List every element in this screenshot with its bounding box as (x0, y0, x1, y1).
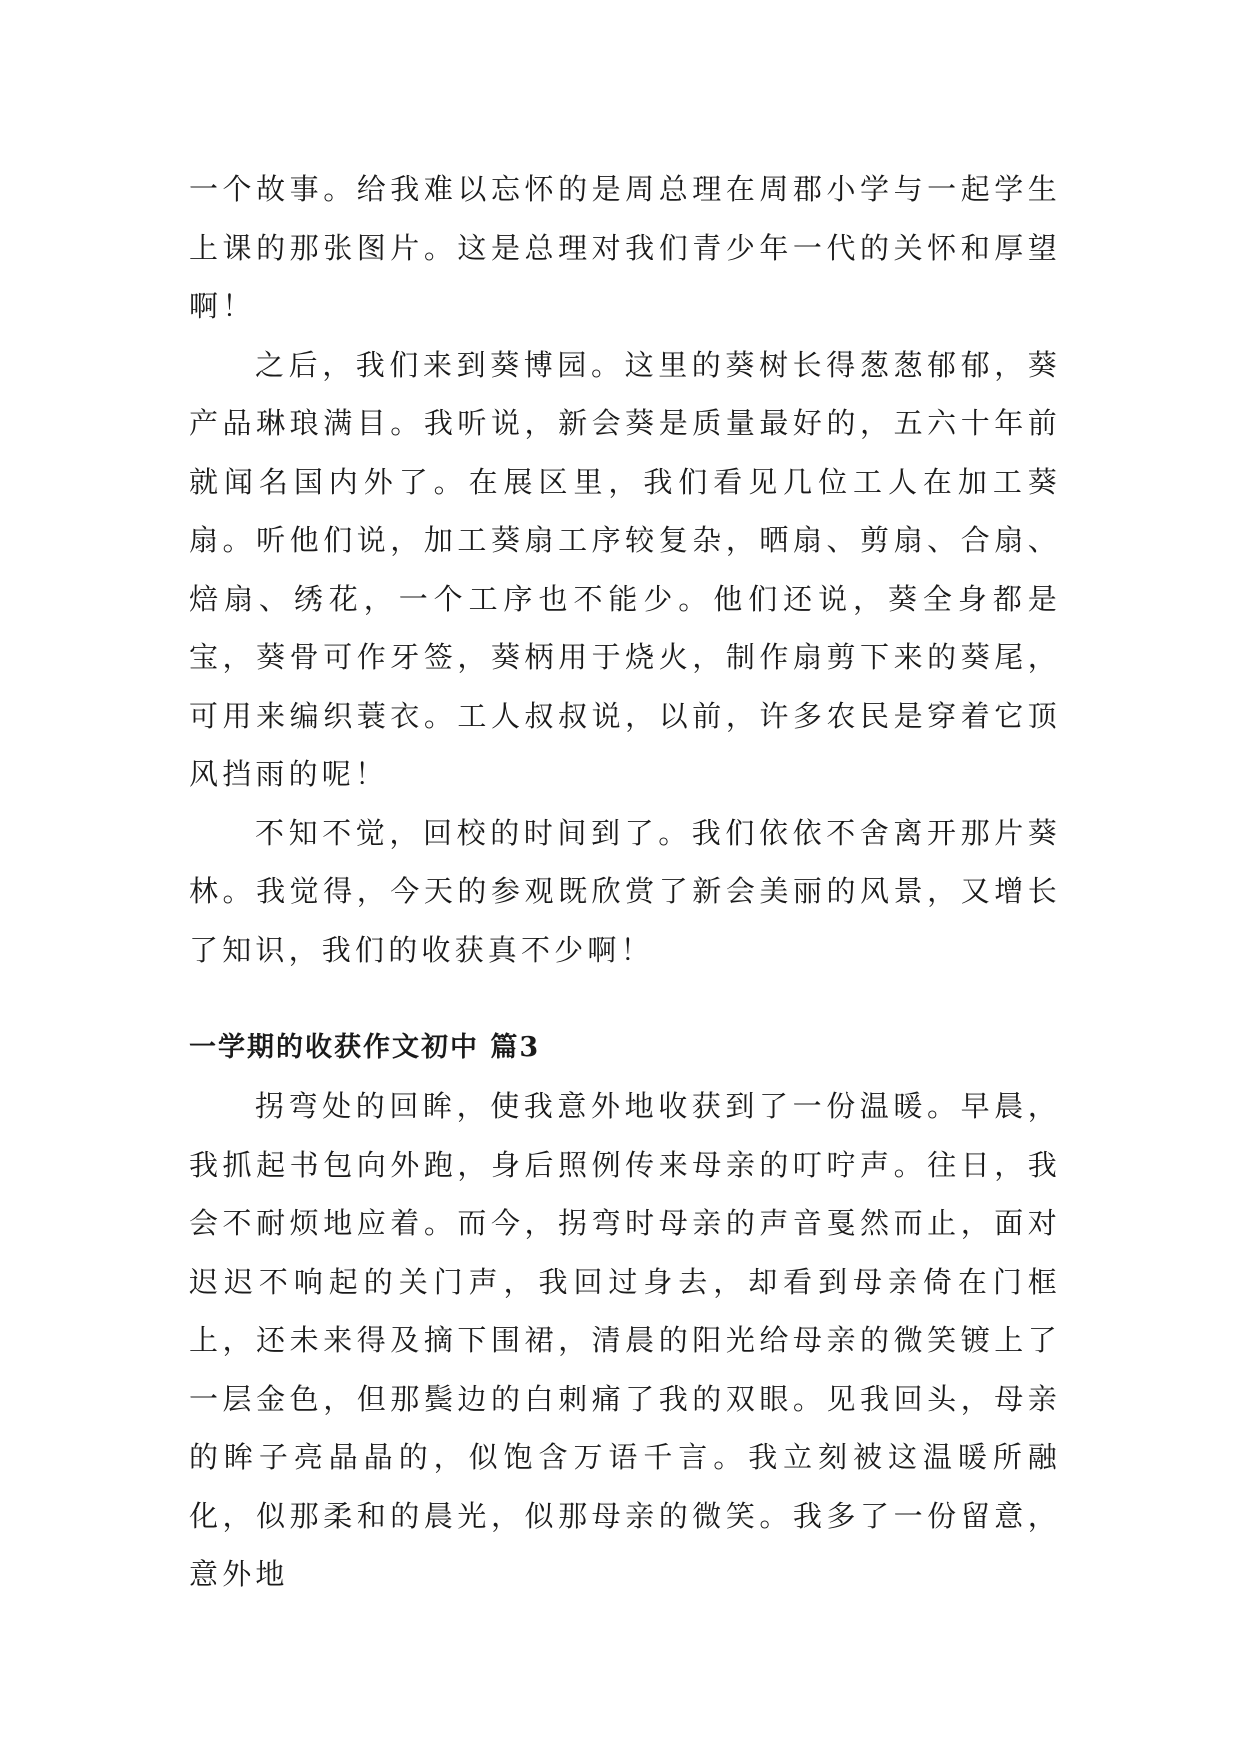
section-heading: 一学期的收获作文初中 篇3 (189, 1032, 541, 1063)
paragraph-3: 不知不觉，回校的时间到了。我们依依不舍离开那片葵林。我觉得，今天的参观既欣赏了新会美丽的风景，又增长了知识，我们的收获真不少啊！ (189, 815, 1061, 967)
section-spacer (189, 979, 1061, 1019)
paragraph-2: 之后，我们来到葵博园。这里的葵树长得葱葱郁郁，葵产品琳琅满目。我听说，新会葵是质量最好的，五六十年前就闻名国内外了。在展区里，我们看见几位工人在加工葵扇。听他们说，加工葵扇工序较复杂，晒扇、剪扇、合扇、焙扇、绣花，一个工序也不能少。他们还说，葵全身都是宝，葵骨可作牙签，葵柄用于烧火，制作扇剪下来的葵尾，可用来编织蓑衣。工人叔叔说，以前，许多农民是穿着它顶风挡雨的呢！ (189, 347, 1061, 791)
paragraph-4: 拐弯处的回眸，使我意外地收获到了一份温暖。早晨，我抓起书包向外跑，身后照例传来母亲的叮咛声。往日，我会不耐烦地应着。而今，拐弯时母亲的声音戛然而止，面对迟迟不响起的关门声，我回过身去，却看到母亲倚在门框上，还未来得及摘下围裙，清晨的阳光给母亲的微笑镀上了一层金色，但那鬓边的白刺痛了我的双眼。见我回头，母亲的眸子亮晶晶的，似饱含万语千言。我立刻被这温暖所融化，似那柔和的晨光，似那母亲的微笑。我多了一份留意，意外地 (189, 1089, 1061, 1591)
paragraph-1: 一个故事。给我难以忘怀的是周总理在周郡小学与一起学生上课的那张图片。这是总理对我们青少年一代的关怀和厚望啊！ (189, 172, 1061, 323)
document-page (189, 160, 1061, 1604)
